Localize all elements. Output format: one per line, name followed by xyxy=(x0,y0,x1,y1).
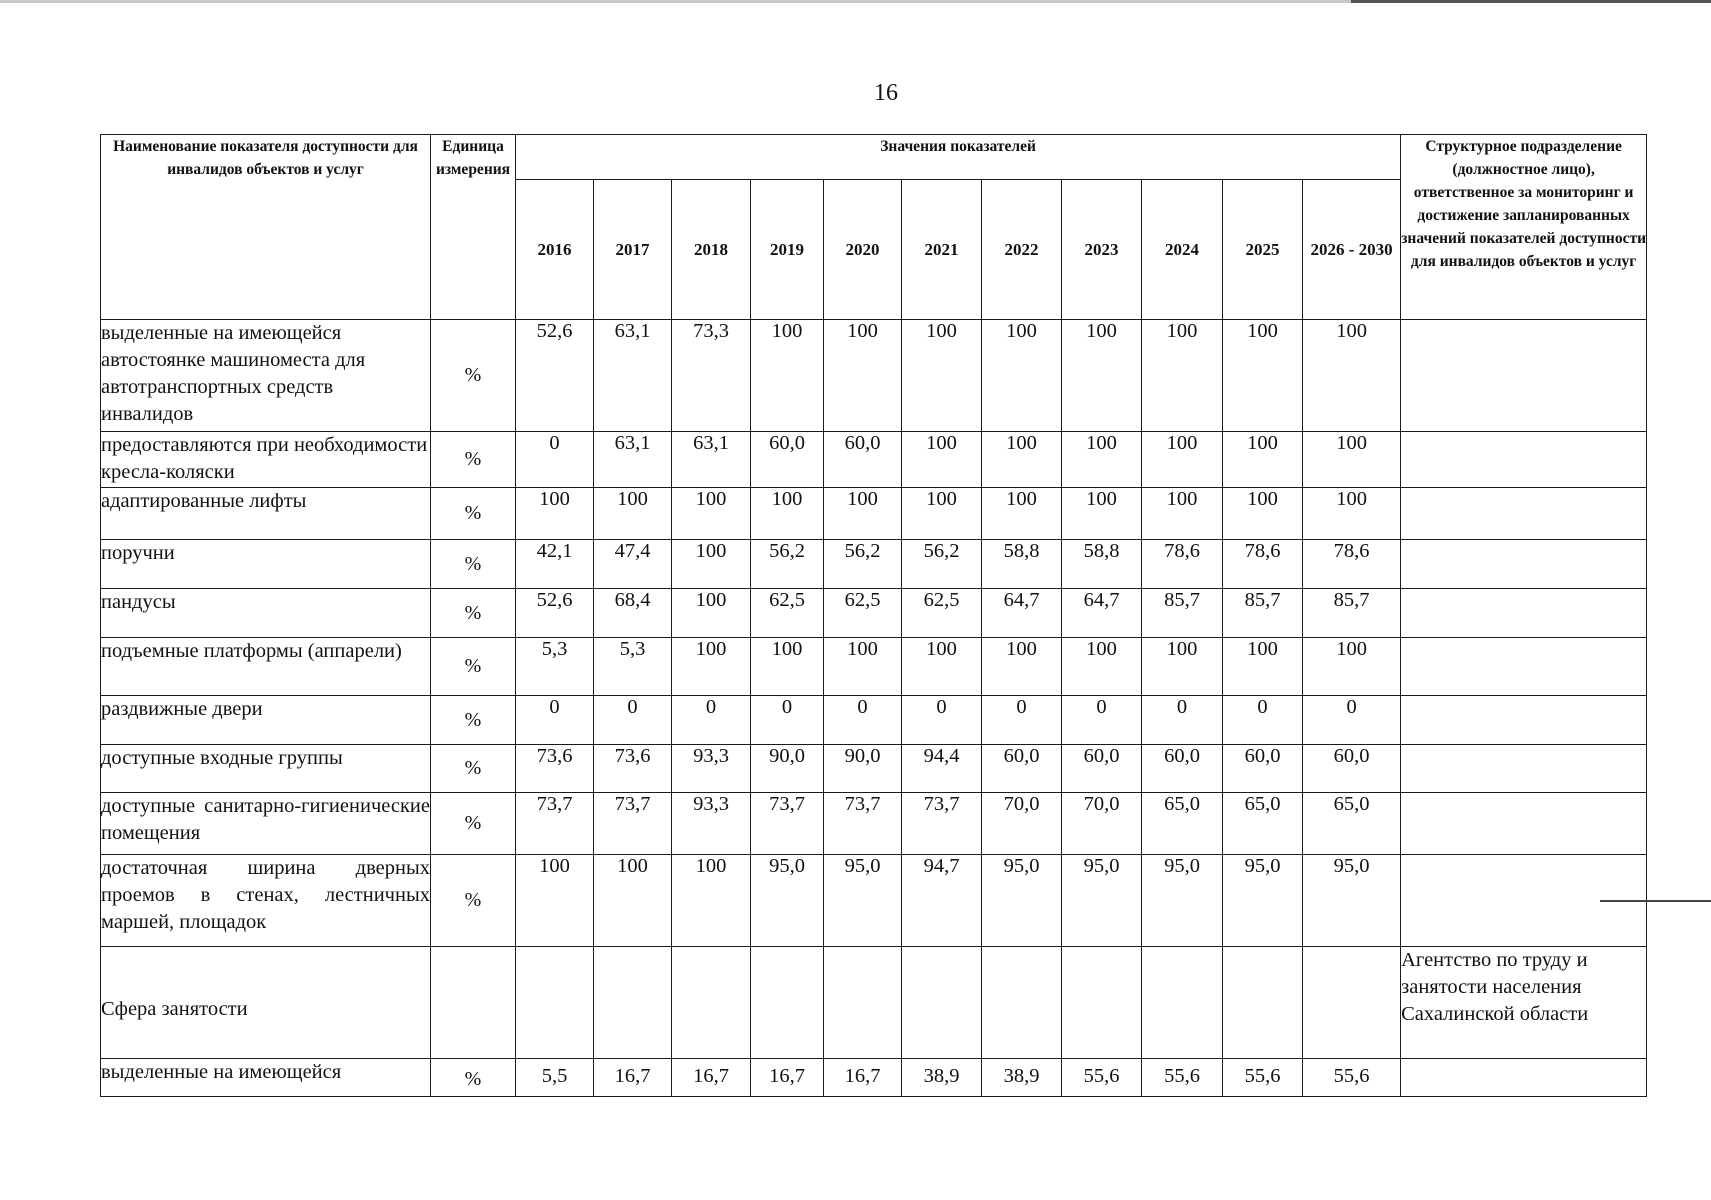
indicator-name: доступные входные группы xyxy=(101,745,431,793)
value-cell xyxy=(594,947,672,1059)
value-cell: 63,1 xyxy=(672,432,751,488)
value-cell: 38,9 xyxy=(902,1059,982,1097)
value-cell: 63,1 xyxy=(594,432,672,488)
value-cell: 95,0 xyxy=(1062,855,1142,947)
value-cell xyxy=(824,947,902,1059)
header-responsible: Структурное подразделение (должностное лицо), ответственное за мониторинг и достижение запланированных значений показателей доступности для инвалидов объектов и услуг xyxy=(1401,135,1647,320)
indicator-name: адаптированные лифты xyxy=(101,488,431,540)
responsible-cell xyxy=(1401,793,1647,855)
value-cell: 90,0 xyxy=(824,745,902,793)
value-cell: 100 xyxy=(1142,488,1223,540)
value-cell: 100 xyxy=(751,638,824,696)
value-cell: 55,6 xyxy=(1303,1059,1401,1097)
value-cell xyxy=(1062,947,1142,1059)
value-cell: 60,0 xyxy=(1062,745,1142,793)
value-cell: 62,5 xyxy=(824,589,902,638)
value-cell: 0 xyxy=(1223,696,1303,745)
value-cell xyxy=(672,947,751,1059)
indicator-name: пандусы xyxy=(101,589,431,638)
table-row xyxy=(101,855,1647,947)
value-cell: 85,7 xyxy=(1223,589,1303,638)
unit-cell: % xyxy=(431,589,516,638)
value-cell xyxy=(1142,947,1223,1059)
value-cell: 63,1 xyxy=(594,320,672,432)
header-year: 2020 xyxy=(824,180,902,320)
responsible-cell xyxy=(1401,432,1647,488)
value-cell: 100 xyxy=(751,488,824,540)
header-indicator-name: Наименование показателя доступности для инвалидов объектов и услуг xyxy=(101,135,431,320)
header-year: 2016 xyxy=(516,180,594,320)
unit-cell: % xyxy=(431,432,516,488)
indicator-name: раздвижные двери xyxy=(101,696,431,745)
header-year: 2022 xyxy=(982,180,1062,320)
value-cell: 100 xyxy=(1303,488,1401,540)
value-cell: 100 xyxy=(1303,638,1401,696)
value-cell: 73,7 xyxy=(516,793,594,855)
table-row xyxy=(101,638,1647,696)
value-cell: 100 xyxy=(594,855,672,947)
value-cell: 73,7 xyxy=(902,793,982,855)
value-cell: 100 xyxy=(516,855,594,947)
value-cell: 0 xyxy=(1062,696,1142,745)
value-cell: 16,7 xyxy=(672,1059,751,1097)
value-cell: 0 xyxy=(982,696,1062,745)
value-cell: 60,0 xyxy=(1223,745,1303,793)
value-cell: 100 xyxy=(982,432,1062,488)
value-cell: 68,4 xyxy=(594,589,672,638)
responsible-cell: Агентство по труду и занятости населения Сахалинской области xyxy=(1401,947,1647,1059)
unit-cell: % xyxy=(431,320,516,432)
value-cell xyxy=(1303,947,1401,1059)
unit-cell: % xyxy=(431,855,516,947)
value-cell: 5,3 xyxy=(594,638,672,696)
value-cell: 95,0 xyxy=(1142,855,1223,947)
header-year: 2021 xyxy=(902,180,982,320)
value-cell: 100 xyxy=(824,638,902,696)
value-cell: 0 xyxy=(1303,696,1401,745)
value-cell: 95,0 xyxy=(1223,855,1303,947)
unit-cell: % xyxy=(431,488,516,540)
value-cell: 65,0 xyxy=(1303,793,1401,855)
value-cell: 73,7 xyxy=(751,793,824,855)
unit-cell xyxy=(431,947,516,1059)
value-cell: 78,6 xyxy=(1223,540,1303,589)
value-cell: 100 xyxy=(982,638,1062,696)
value-cell: 0 xyxy=(824,696,902,745)
value-cell: 65,0 xyxy=(1142,793,1223,855)
value-cell: 55,6 xyxy=(1223,1059,1303,1097)
table-body xyxy=(101,320,1647,1097)
value-cell: 100 xyxy=(1062,488,1142,540)
value-cell: 100 xyxy=(1303,432,1401,488)
value-cell: 100 xyxy=(1142,320,1223,432)
value-cell: 62,5 xyxy=(751,589,824,638)
value-cell: 100 xyxy=(902,432,982,488)
header-year: 2019 xyxy=(751,180,824,320)
unit-cell: % xyxy=(431,540,516,589)
value-cell: 60,0 xyxy=(751,432,824,488)
responsible-cell xyxy=(1401,1059,1647,1097)
unit-cell: % xyxy=(431,638,516,696)
unit-cell: % xyxy=(431,696,516,745)
value-cell: 95,0 xyxy=(824,855,902,947)
value-cell: 0 xyxy=(902,696,982,745)
value-cell xyxy=(751,947,824,1059)
header-year: 2026 - 2030 xyxy=(1303,180,1401,320)
value-cell: 73,6 xyxy=(594,745,672,793)
value-cell: 100 xyxy=(672,540,751,589)
value-cell: 16,7 xyxy=(824,1059,902,1097)
responsible-cell xyxy=(1401,488,1647,540)
value-cell: 70,0 xyxy=(982,793,1062,855)
value-cell: 60,0 xyxy=(1142,745,1223,793)
value-cell: 16,7 xyxy=(594,1059,672,1097)
table-row xyxy=(101,696,1647,745)
value-cell: 100 xyxy=(1142,432,1223,488)
value-cell xyxy=(1223,947,1303,1059)
value-cell: 56,2 xyxy=(824,540,902,589)
value-cell: 56,2 xyxy=(902,540,982,589)
table-row xyxy=(101,745,1647,793)
value-cell: 85,7 xyxy=(1303,589,1401,638)
value-cell: 100 xyxy=(672,855,751,947)
value-cell: 73,6 xyxy=(516,745,594,793)
table-row xyxy=(101,320,1647,432)
value-cell: 95,0 xyxy=(1303,855,1401,947)
responsible-cell xyxy=(1401,540,1647,589)
value-cell: 64,7 xyxy=(982,589,1062,638)
value-cell: 52,6 xyxy=(516,320,594,432)
table-row xyxy=(101,947,1647,1059)
table-row xyxy=(101,589,1647,638)
value-cell: 100 xyxy=(672,589,751,638)
indicator-name: выделенные на имеющейся автостоянке машиноместа для автотранспортных средств инвалидов xyxy=(101,320,431,432)
value-cell xyxy=(516,947,594,1059)
value-cell: 94,7 xyxy=(902,855,982,947)
value-cell: 5,3 xyxy=(516,638,594,696)
value-cell: 90,0 xyxy=(751,745,824,793)
table-row xyxy=(101,488,1647,540)
value-cell: 58,8 xyxy=(1062,540,1142,589)
value-cell xyxy=(982,947,1062,1059)
value-cell: 100 xyxy=(1223,488,1303,540)
responsible-cell xyxy=(1401,696,1647,745)
value-cell: 100 xyxy=(1223,432,1303,488)
value-cell: 85,7 xyxy=(1142,589,1223,638)
header-year: 2025 xyxy=(1223,180,1303,320)
value-cell: 52,6 xyxy=(516,589,594,638)
value-cell: 56,2 xyxy=(751,540,824,589)
table-header xyxy=(101,135,1647,320)
value-cell: 62,5 xyxy=(902,589,982,638)
value-cell: 0 xyxy=(1142,696,1223,745)
value-cell: 100 xyxy=(516,488,594,540)
table-row xyxy=(101,1059,1647,1097)
value-cell: 0 xyxy=(672,696,751,745)
header-year: 2023 xyxy=(1062,180,1142,320)
value-cell: 42,1 xyxy=(516,540,594,589)
indicators-table xyxy=(100,134,1647,1097)
value-cell: 100 xyxy=(902,638,982,696)
value-cell: 100 xyxy=(672,488,751,540)
value-cell: 100 xyxy=(672,638,751,696)
value-cell: 100 xyxy=(982,320,1062,432)
responsible-cell xyxy=(1401,638,1647,696)
value-cell: 60,0 xyxy=(1303,745,1401,793)
responsible-cell xyxy=(1401,589,1647,638)
scan-mark xyxy=(1600,900,1711,902)
responsible-cell xyxy=(1401,745,1647,793)
value-cell: 0 xyxy=(516,696,594,745)
value-cell: 95,0 xyxy=(982,855,1062,947)
value-cell: 47,4 xyxy=(594,540,672,589)
header-year: 2017 xyxy=(594,180,672,320)
indicator-name: выделенные на имеющейся xyxy=(101,1059,431,1097)
value-cell: 100 xyxy=(1062,320,1142,432)
value-cell: 0 xyxy=(751,696,824,745)
value-cell: 65,0 xyxy=(1223,793,1303,855)
indicator-name: поручни xyxy=(101,540,431,589)
value-cell: 38,9 xyxy=(982,1059,1062,1097)
value-cell: 58,8 xyxy=(982,540,1062,589)
value-cell: 73,3 xyxy=(672,320,751,432)
value-cell: 100 xyxy=(1062,432,1142,488)
value-cell: 78,6 xyxy=(1142,540,1223,589)
value-cell: 100 xyxy=(1142,638,1223,696)
scan-edge-line-dark xyxy=(1351,0,1711,3)
table-row xyxy=(101,432,1647,488)
value-cell: 100 xyxy=(1062,638,1142,696)
value-cell: 73,7 xyxy=(824,793,902,855)
unit-cell: % xyxy=(431,745,516,793)
value-cell: 78,6 xyxy=(1303,540,1401,589)
value-cell: 60,0 xyxy=(824,432,902,488)
value-cell: 100 xyxy=(902,320,982,432)
header-values-group: Значения показателей xyxy=(516,135,1401,180)
value-cell: 0 xyxy=(516,432,594,488)
value-cell: 70,0 xyxy=(1062,793,1142,855)
value-cell: 94,4 xyxy=(902,745,982,793)
value-cell: 0 xyxy=(594,696,672,745)
responsible-cell xyxy=(1401,320,1647,432)
value-cell: 100 xyxy=(824,320,902,432)
value-cell: 100 xyxy=(824,488,902,540)
header-year: 2018 xyxy=(672,180,751,320)
value-cell: 93,3 xyxy=(672,793,751,855)
table-row xyxy=(101,793,1647,855)
value-cell: 100 xyxy=(902,488,982,540)
table-row xyxy=(101,540,1647,589)
indicator-name: достаточная ширина дверных проемов в стенах, лестничных маршей, площадок xyxy=(101,855,431,947)
value-cell: 100 xyxy=(751,320,824,432)
value-cell: 5,5 xyxy=(516,1059,594,1097)
indicator-name: доступные санитарно-гигиенические помещения xyxy=(101,793,431,855)
indicator-name: предоставляются при необходимости кресла-коляски xyxy=(101,432,431,488)
value-cell: 64,7 xyxy=(1062,589,1142,638)
value-cell: 73,7 xyxy=(594,793,672,855)
indicator-name: подъемные платформы (аппарели) xyxy=(101,638,431,696)
value-cell: 55,6 xyxy=(1142,1059,1223,1097)
header-year: 2024 xyxy=(1142,180,1223,320)
page-number: 16 xyxy=(874,80,898,106)
value-cell: 16,7 xyxy=(751,1059,824,1097)
value-cell: 93,3 xyxy=(672,745,751,793)
indicator-name: Сфера занятости xyxy=(101,947,431,1059)
value-cell xyxy=(902,947,982,1059)
unit-cell: % xyxy=(431,793,516,855)
value-cell: 100 xyxy=(982,488,1062,540)
value-cell: 100 xyxy=(1223,638,1303,696)
value-cell: 95,0 xyxy=(751,855,824,947)
value-cell: 60,0 xyxy=(982,745,1062,793)
header-unit: Единица измерения xyxy=(431,135,516,320)
value-cell: 100 xyxy=(594,488,672,540)
value-cell: 55,6 xyxy=(1062,1059,1142,1097)
unit-cell: % xyxy=(431,1059,516,1097)
value-cell: 100 xyxy=(1223,320,1303,432)
value-cell: 100 xyxy=(1303,320,1401,432)
